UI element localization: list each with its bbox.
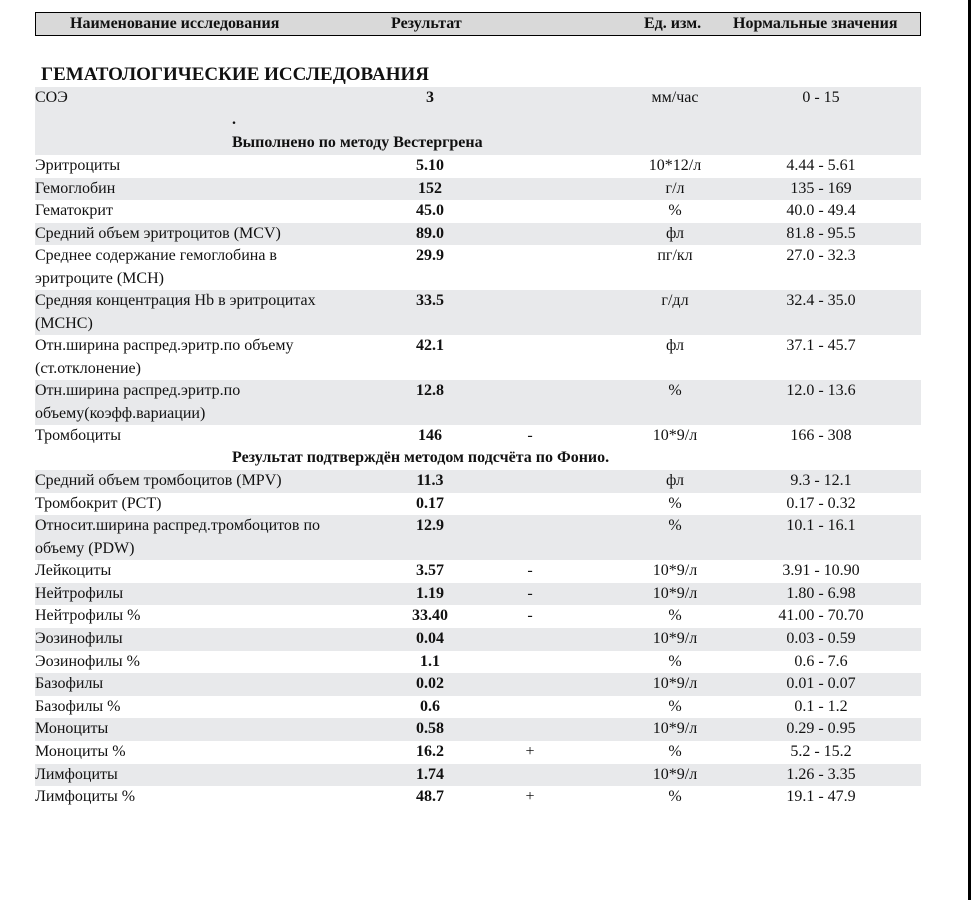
table-header [35, 12, 921, 36]
test-result: 16.2 [416, 742, 444, 760]
test-name: Средний объем тромбоцитов (MPV) [35, 471, 282, 489]
test-unit: % [668, 697, 682, 715]
test-norm: 0.01 - 0.07 [786, 675, 856, 693]
test-norm: 0.29 - 0.95 [786, 720, 856, 738]
test-flag: - [527, 562, 533, 580]
table-row [35, 718, 921, 741]
test-name: Лимфоциты [35, 765, 118, 783]
test-result: 29.9 [416, 247, 444, 265]
test-unit: 10*9/л [652, 720, 698, 738]
test-norm: 0 - 15 [802, 89, 840, 106]
test-result: 12.8 [416, 382, 444, 400]
test-name: Эозинофилы % [35, 652, 140, 670]
test-unit: 10*9/л [652, 562, 698, 580]
table-row [35, 651, 921, 674]
test-name: Средний объем эритроцитов (MCV) [35, 224, 281, 242]
test-flag: - [527, 607, 533, 625]
test-name: Нейтрофилы % [35, 607, 141, 625]
test-name: Среднее содержание гемоглобина в эритроците (MCH) [35, 247, 277, 287]
test-result: 33.40 [412, 607, 448, 625]
table-row [35, 200, 921, 223]
test-norm: 0.6 - 7.6 [794, 652, 848, 670]
test-name: Базофилы [35, 675, 104, 693]
test-name: Гемоглобин [35, 179, 116, 197]
test-flag: + [525, 742, 535, 760]
table-row [35, 425, 921, 448]
test-result: 89.0 [416, 224, 444, 242]
table-row [35, 245, 921, 290]
table-row [35, 223, 921, 246]
test-norm: 27.0 - 32.3 [786, 247, 856, 265]
test-result: 146 [418, 427, 442, 445]
table-row [35, 741, 921, 764]
table-row [35, 290, 921, 335]
test-result: 1.1 [420, 652, 440, 670]
test-result: 12.9 [416, 517, 444, 535]
method-dot: . [232, 111, 236, 128]
table-row [35, 605, 921, 628]
test-name: Эозинофилы [35, 629, 123, 647]
test-norm: 166 - 308 [790, 427, 852, 445]
test-norm: 4.44 - 5.61 [786, 157, 856, 174]
test-name: Эритроциты [35, 157, 121, 174]
table-row [35, 515, 921, 560]
test-norm: 12.0 - 13.6 [786, 382, 856, 400]
test-result: 0.58 [416, 720, 444, 738]
test-unit: 10*9/л [652, 765, 698, 783]
test-unit: фл [666, 337, 684, 355]
test-unit: мм/час [651, 89, 699, 106]
section-title: ГЕМАТОЛОГИЧЕСКИЕ ИССЛЕДОВАНИЯ [41, 64, 430, 85]
table-row-soe [35, 87, 921, 155]
test-result: 0.6 [420, 697, 440, 715]
test-norm: 3.91 - 10.90 [782, 562, 860, 580]
test-unit: 10*9/л [652, 427, 698, 445]
test-norm: 19.1 - 47.9 [786, 788, 856, 806]
test-name: Отн.ширина распред.эритр.по объему(коэфф.вариации) [35, 382, 241, 422]
table-row [35, 786, 921, 809]
header-unit: Ед. изм. [644, 15, 702, 32]
test-norm: 1.80 - 6.98 [786, 584, 856, 602]
table-row [35, 628, 921, 651]
test-unit: фл [666, 471, 684, 489]
table-row [35, 764, 921, 787]
test-name: Лейкоциты [35, 562, 112, 580]
test-unit: 10*9/л [652, 629, 698, 647]
table-row [35, 335, 921, 380]
test-norm: 5.2 - 15.2 [790, 742, 852, 760]
test-result: 0.02 [416, 675, 444, 693]
test-result: 0.04 [416, 629, 444, 647]
platelet-note: Результат подтверждён методом подсчёта по Фонио. [232, 448, 610, 466]
test-result: 48.7 [416, 788, 444, 806]
test-norm: 81.8 - 95.5 [786, 224, 856, 242]
test-result: 1.74 [416, 765, 444, 783]
test-unit: пг/кл [657, 247, 693, 265]
test-norm: 0.1 - 1.2 [794, 697, 848, 715]
table-row [35, 155, 921, 178]
test-result: 5.10 [416, 157, 444, 174]
test-unit: % [668, 382, 682, 400]
table-row [35, 560, 921, 583]
rows-group-b [35, 470, 921, 809]
header-name: Наименование исследования [70, 15, 280, 32]
test-result: 3.57 [416, 562, 444, 580]
test-name: Тромбокрит (PCT) [35, 494, 162, 512]
test-unit: % [668, 202, 682, 220]
test-norm: 1.26 - 3.35 [786, 765, 856, 783]
test-norm: 0.03 - 0.59 [786, 629, 856, 647]
table-row [35, 380, 921, 425]
test-name: Лимфоциты % [35, 788, 136, 806]
results-table [35, 87, 921, 809]
test-flag: + [525, 788, 535, 806]
table-row [35, 178, 921, 201]
test-unit: % [668, 607, 682, 625]
test-name: Моноциты % [35, 742, 126, 760]
test-unit: г/л [665, 179, 685, 197]
table-row [35, 470, 921, 493]
test-name: Средняя концентрация Hb в эритроцитах (MCHC) [35, 292, 316, 332]
platelet-note-row [35, 448, 921, 470]
test-unit: % [668, 742, 682, 760]
test-norm: 135 - 169 [790, 179, 852, 197]
test-unit: г/дл [661, 292, 689, 310]
test-norm: 32.4 - 35.0 [786, 292, 856, 310]
test-unit: 10*9/л [652, 675, 698, 693]
test-result: 0.17 [416, 494, 444, 512]
test-name: Базофилы % [35, 697, 121, 715]
test-result: 3 [426, 89, 434, 106]
test-result: 42.1 [416, 337, 444, 355]
test-unit: % [668, 494, 682, 512]
test-unit: фл [666, 224, 684, 242]
rows-group-a [35, 155, 921, 448]
table-row [35, 493, 921, 516]
header-result: Результат [391, 15, 462, 32]
table-row [35, 583, 921, 606]
test-flag: - [527, 427, 533, 445]
test-name: Отн.ширина распред.эритр.по объему (ст.отклонение) [35, 337, 294, 377]
test-unit: 10*9/л [652, 584, 698, 602]
test-norm: 10.1 - 16.1 [786, 517, 856, 535]
test-unit: % [668, 788, 682, 806]
test-norm: 37.1 - 45.7 [786, 337, 856, 355]
test-name: Моноциты [35, 720, 109, 738]
test-norm: 41.00 - 70.70 [778, 607, 864, 625]
test-norm: 9.3 - 12.1 [790, 471, 852, 489]
test-result: 1.19 [416, 584, 444, 602]
test-unit: % [668, 517, 682, 535]
test-name: Нейтрофилы [35, 584, 124, 602]
test-result: 45.0 [416, 202, 444, 220]
test-flag: - [527, 584, 533, 602]
test-result: 152 [418, 179, 442, 197]
table-row [35, 673, 921, 696]
test-norm: 0.17 - 0.32 [786, 494, 856, 512]
test-norm: 40.0 - 49.4 [786, 202, 856, 220]
header-norm: Нормальные значения [733, 15, 898, 32]
test-name: Тромбоциты [35, 427, 121, 445]
method-note: Выполнено по методу Вестергрена [232, 134, 483, 151]
test-name: СОЭ [35, 89, 68, 106]
table-row [35, 696, 921, 719]
test-name: Гематокрит [35, 202, 113, 220]
test-name: Относит.ширина распред.тромбоцитов по объему (PDW) [35, 517, 321, 557]
test-unit: 10*12/л [648, 157, 702, 174]
test-unit: % [668, 652, 682, 670]
test-result: 11.3 [416, 471, 444, 489]
test-result: 33.5 [416, 292, 444, 310]
